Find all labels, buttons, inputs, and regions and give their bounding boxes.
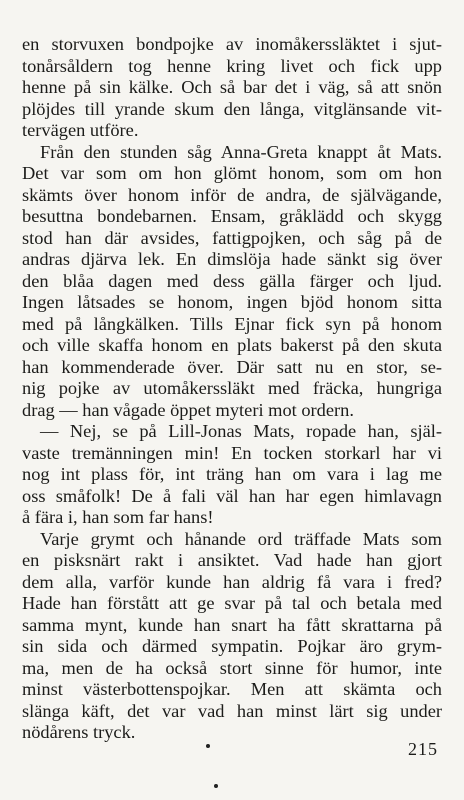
page-number: 215 [408, 739, 438, 759]
text-line: slänga käft, det var vad han minst lärt sig under [22, 700, 442, 721]
text-line: tervägen utföre. [22, 120, 139, 140]
text-line: han kommenderade över. Där satt nu en stor, se- [22, 356, 442, 377]
text-line: Från den stunden såg Anna-Greta knappt åt Mats. [40, 141, 442, 162]
text-line: henne på sin kälke. Och så bar det i väg, så att snön [22, 77, 442, 97]
text-line: sin sida och därmed sympatin. Pojkar äro grym- [22, 636, 442, 656]
text-line: — Nej, se på Lill-Jonas Mats, ropade han, själ- [40, 421, 442, 441]
ink-speck [206, 744, 210, 748]
text-line: samma mynt, kunde han snart ha fått skrattarna på [22, 614, 442, 635]
text-line: en storvuxen bondpojke av inomåkerssläktet i sjut- [22, 34, 442, 54]
text-line: nog int plass för, int träng han om vara i lag me [22, 464, 442, 484]
text-line: vaste tremänningen min! En tocken storkarl har vi [22, 442, 442, 463]
text-line: ma, men de ha också stort sinne för humor, inte [22, 657, 442, 678]
text-line: Det var som om hon glömt honom, som om hon [22, 163, 442, 183]
text-line: tonårsåldern tog henne kring livet och fick upp [22, 55, 442, 76]
text-line: med på långkälken. Tills Ejnar fick syn på honom [22, 313, 442, 334]
text-line: Ingen låtsades se honom, ingen bjöd honom sitta [22, 292, 442, 312]
text-line: minst västerbottenspojkar. Men att skämta och [22, 679, 442, 699]
text-line: nödårens tryck. [22, 722, 136, 742]
text-line: stod han där avsides, fattigpojken, och såg på de [22, 227, 442, 248]
text-line: skämts över honom inför de andra, de självägande, [22, 184, 442, 205]
text-line: drag — han vågade öppet myteri mot ordern. [22, 399, 354, 420]
text-line: och ville skaffa honom en plats bakerst på den skuta [22, 335, 442, 355]
text-line: Varje grymt och hånande ord träffade Mats som [40, 528, 442, 549]
ink-speck [214, 784, 218, 788]
text-line: andras djärva lek. En dimslöja hade sänkt sig över [22, 249, 442, 269]
body-text [22, 34, 442, 744]
text-line: å fära i, han som far hans! [22, 507, 214, 527]
text-line: dem alla, varför kunde han aldrig få vara i fred? [22, 571, 442, 592]
text-line: Hade han förstått att ge svar på tal och betala med [22, 593, 442, 613]
text-line: oss småfolk! De å fali väl han har egen himlavagn [22, 485, 442, 506]
text-line: besuttna bondebarnen. Ensam, gråklädd och skygg [22, 206, 442, 226]
text-line: nig pojke av utomåkerssläkt med fräcka, hungriga [22, 378, 442, 398]
text-line: en pisksnärt rakt i ansiktet. Vad hade han gjort [22, 550, 442, 570]
text-line: den blåa dagen med dess gälla färger och ljud. [22, 270, 442, 291]
text-line: plöjdes till yrande skum den långa, vitglänsande vit- [22, 98, 442, 119]
